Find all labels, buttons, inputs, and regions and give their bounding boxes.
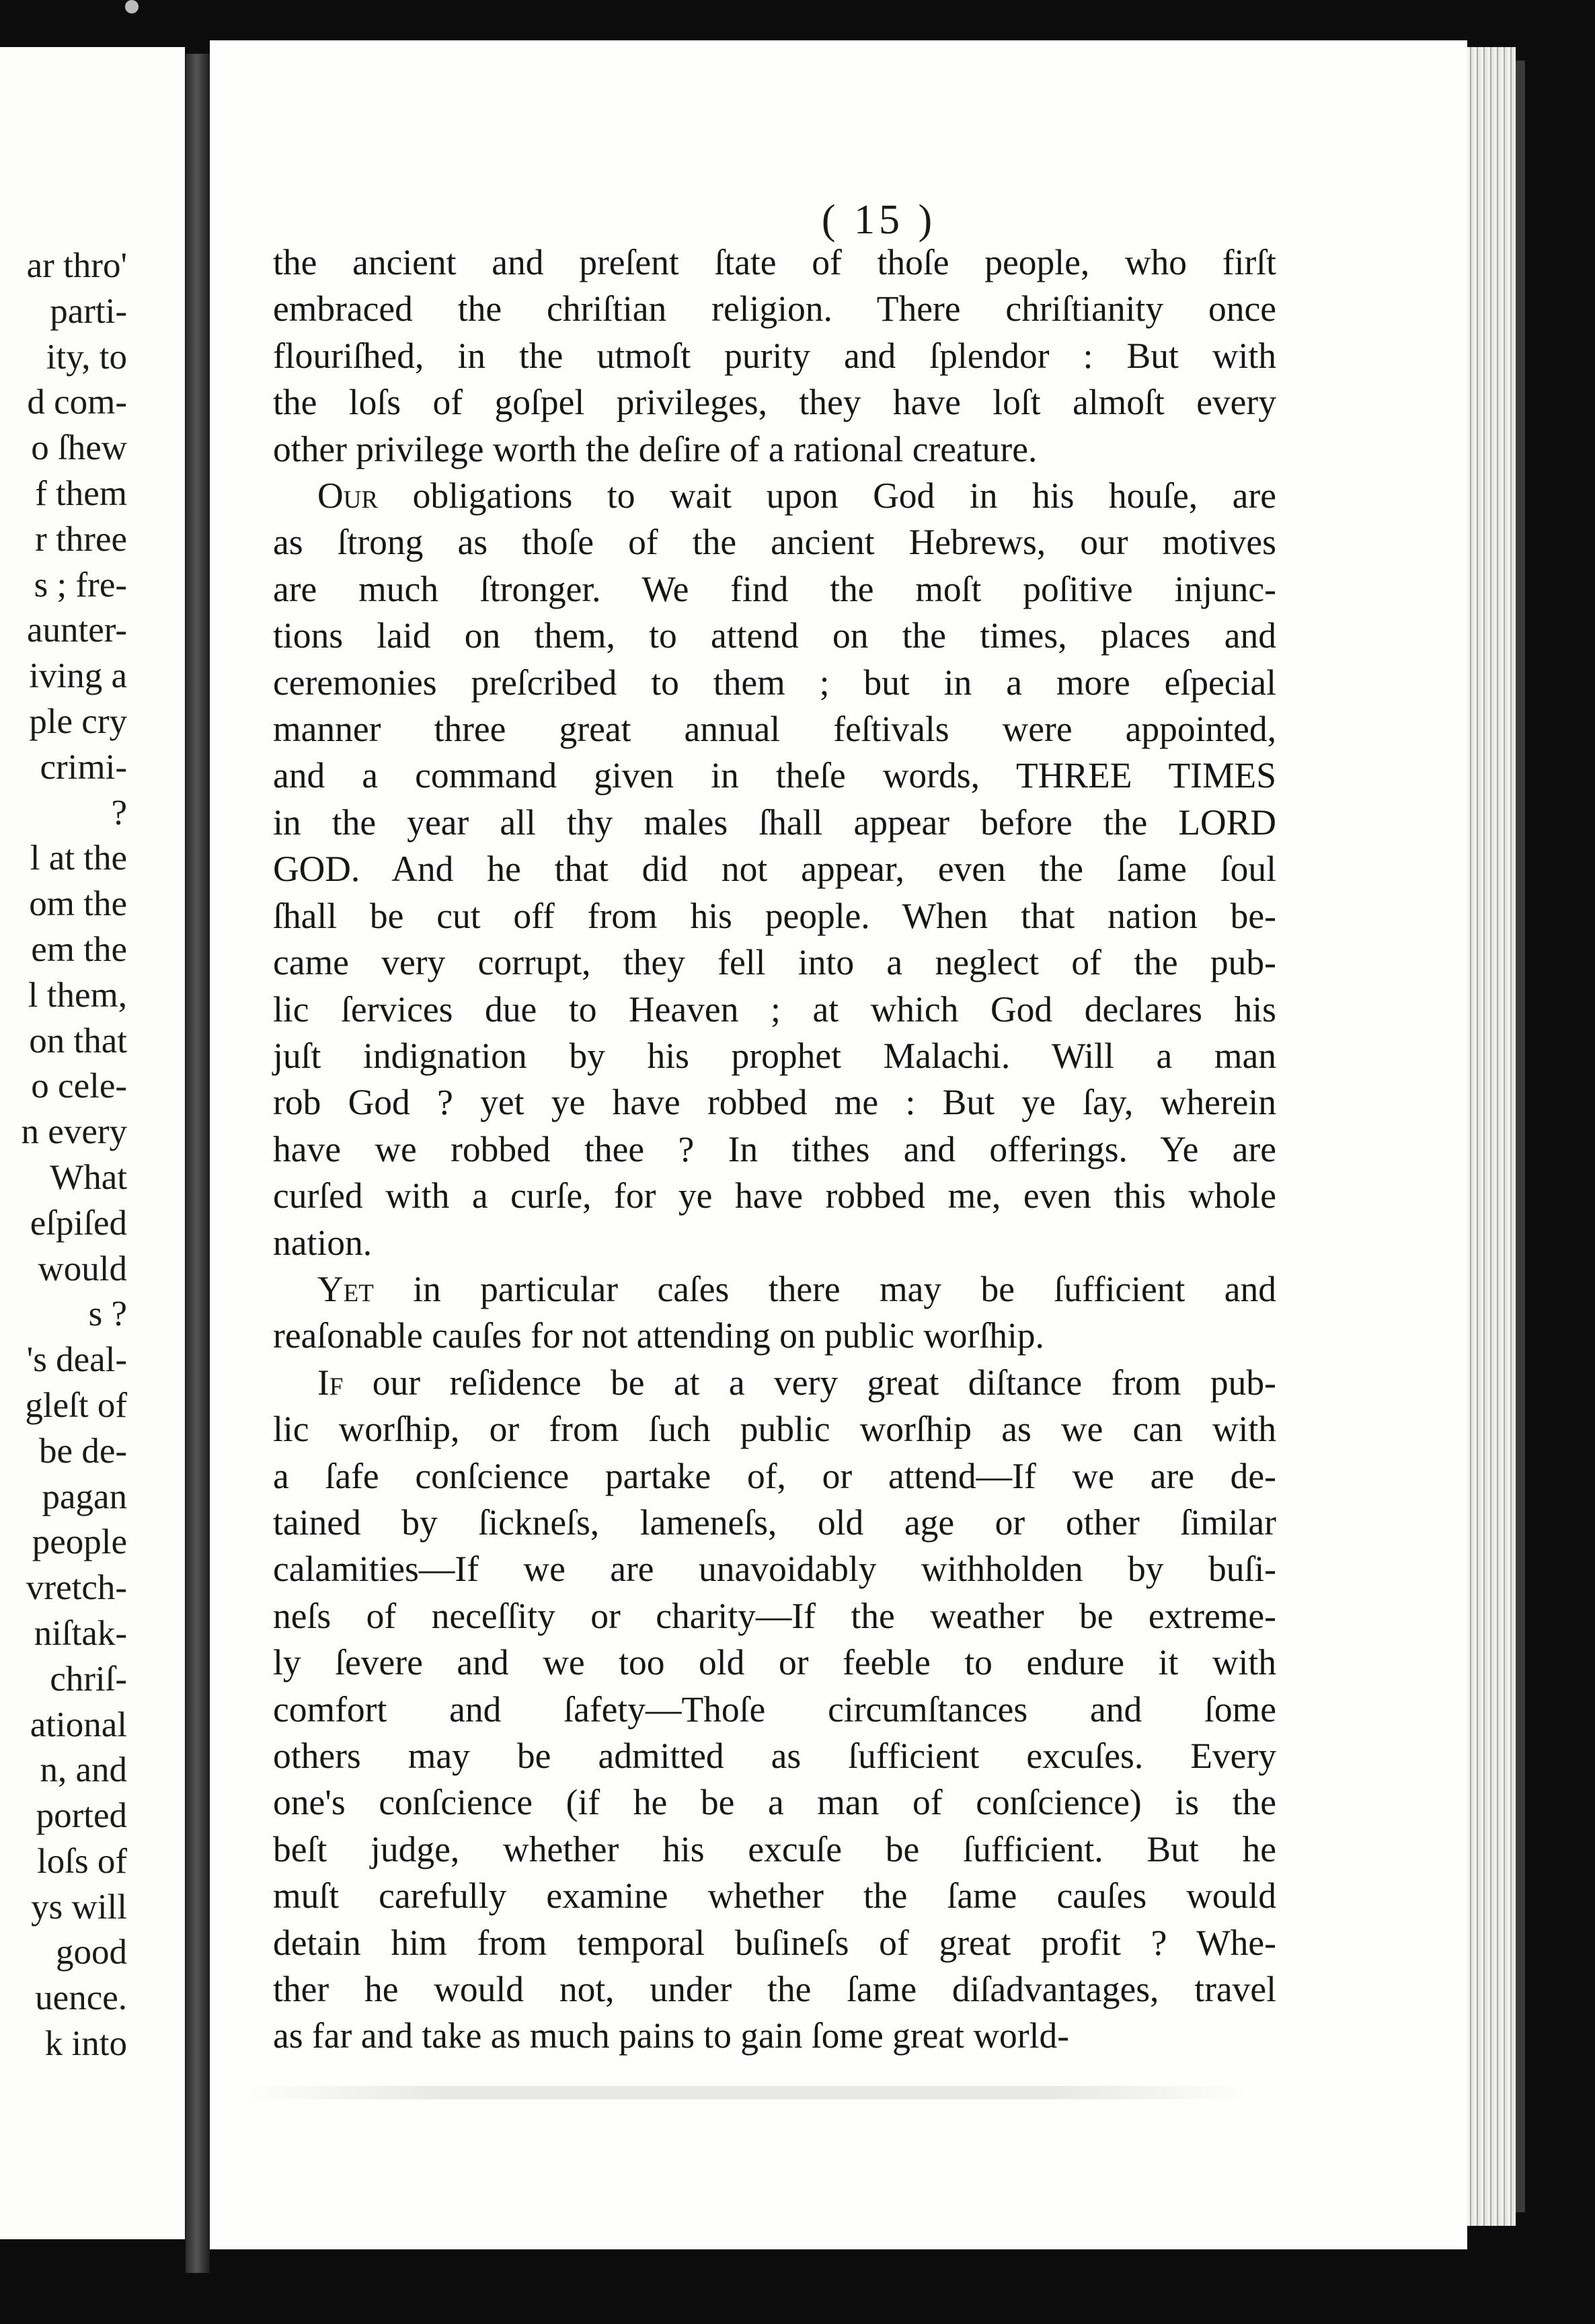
text-line: our reſidence be at a very great diſtance from pub-: [343, 1362, 1276, 1403]
text-line: detain him from temporal buſineſs of great profit ? Whe-: [273, 1922, 1276, 1963]
fragment-line: o ſhew: [31, 428, 127, 468]
fragment-line: pagan: [42, 1477, 127, 1516]
text-line: in the year all thy males ſhall appear before the LORD: [273, 802, 1276, 843]
fragment-line: on that: [29, 1021, 127, 1060]
text-line: and a command given in theſe words, THREE TIMES: [273, 755, 1276, 796]
text-line: juſt indignation by his prophet Malachi. Will a man: [273, 1035, 1276, 1076]
fragment-line: crimi-: [40, 747, 127, 787]
text-line: embraced the chriſtian religion. There chriſtianity once: [273, 288, 1276, 330]
fragment-line: What: [50, 1157, 127, 1197]
fragment-line: ported: [36, 1796, 127, 1836]
text-line: ceremonies preſcribed to them ; but in a more eſpecial: [273, 662, 1276, 703]
fragment-line: loſs of: [37, 1841, 127, 1881]
text-line: ly ſevere and we too old or feeble to endure it with: [273, 1642, 1276, 1683]
text-line: a ſafe conſcience partake of, or attend—If we are de-: [273, 1455, 1276, 1496]
show-through-line: [242, 2086, 1251, 2099]
text-line: ther he would not, under the ſame diſadvantages, travel: [273, 1969, 1276, 2010]
text-line: manner three great annual feſtivals were appointed,: [273, 709, 1276, 750]
page-body-text: [273, 239, 1276, 2060]
text-line: muſt carefully examine whether the ſame cauſes would: [273, 1875, 1276, 1916]
fragment-line: l them,: [28, 975, 127, 1015]
fragment-line: om the: [29, 884, 127, 924]
fragment-line: o cele-: [31, 1067, 127, 1106]
fragment-line: ?: [111, 793, 127, 832]
text-line: neſs of neceſſity or charity—If the weather be extreme-: [273, 1595, 1276, 1636]
fragment-line: ys will: [31, 1887, 127, 1927]
fragment-line: ity, to: [46, 337, 127, 377]
text-line: other privilege worth the deſire of a rational creature.: [273, 428, 1038, 469]
text-line: in particular caſes there may be ſufficient and: [373, 1268, 1276, 1309]
text-line: have we robbed thee ? In tithes and offerings. Ye are: [273, 1128, 1276, 1169]
fragment-line: l at the: [30, 839, 127, 878]
text-line: as far and take as much pains to gain ſome great world-: [273, 2015, 1070, 2056]
page-edges: [1467, 47, 1516, 2226]
fragment-line: niſtak-: [34, 1613, 127, 1653]
fragment-line: vretch-: [26, 1568, 127, 1608]
text-line: obligations to wait upon God in his houſe, are: [378, 475, 1276, 516]
fragment-line: good: [56, 1933, 127, 1972]
book-gutter: [186, 54, 210, 2273]
fragment-line: s ; fre-: [34, 565, 127, 605]
text-line: the loſs of goſpel privileges, they have loſt almoſt every: [273, 382, 1276, 423]
text-line: comfort and ſafety—Thoſe circumſtances and ſome: [273, 1689, 1276, 1730]
text-line: are much ſtronger. We find the moſt poſitive injunc-: [273, 568, 1276, 609]
book-page: [210, 40, 1467, 2249]
previous-page-text: [0, 243, 127, 2067]
fragment-line: ple cry: [29, 701, 127, 741]
text-line: as ſtrong as thoſe of the ancient Hebrews, our motives: [273, 522, 1276, 563]
fragment-line: parti-: [50, 291, 127, 331]
previous-page-fragment: [0, 47, 185, 2239]
paragraph: [273, 1266, 1276, 1360]
text-line: the ancient and preſent ſtate of thoſe people, who firſt: [273, 242, 1276, 282]
paragraph-lead-word: Yet: [317, 1268, 374, 1309]
fragment-line: people: [32, 1522, 127, 1562]
fragment-line: eſpiſed: [30, 1203, 127, 1243]
edge-shadow: [1516, 61, 1525, 2212]
fragment-line: would: [38, 1249, 127, 1288]
fragment-line: k into: [44, 2024, 127, 2064]
text-line: nation.: [273, 1222, 373, 1263]
fragment-line: gleſt of: [25, 1385, 127, 1425]
text-line: reaſonable cauſes for not attending on public worſhip.: [273, 1315, 1044, 1356]
text-line: others may be admitted as ſufficient excuſes. Every: [273, 1736, 1276, 1776]
paragraph-lead-word: If: [317, 1362, 344, 1403]
fragment-line: n every: [21, 1112, 127, 1152]
text-line: came very corrupt, they fell into a neglect of the pub-: [273, 942, 1276, 983]
fragment-line: f them: [35, 473, 127, 513]
text-line: lic ſervices due to Heaven ; at which God declares his: [273, 989, 1276, 1030]
fragment-line: iving a: [29, 656, 127, 696]
page-number: ( 15 ): [821, 197, 937, 243]
fragment-line: uence.: [35, 1978, 127, 2018]
fragment-line: aunter-: [26, 611, 127, 650]
fragment-line: d com-: [27, 383, 127, 422]
text-line: calamities—If we are unavoidably withholden by buſi-: [273, 1549, 1276, 1590]
fragment-line: n, and: [40, 1750, 127, 1790]
paragraph: [273, 473, 1276, 1266]
fragment-line: 's deal-: [26, 1340, 127, 1380]
text-line: rob God ? yet ye have robbed me : But ye ſay, wherein: [273, 1082, 1276, 1123]
fragment-line: ar thro': [26, 246, 127, 285]
fragment-line: em the: [31, 929, 127, 969]
fragment-line: be de-: [39, 1431, 127, 1471]
text-line: GOD. And he that did not appear, even the ſame ſoul: [273, 849, 1276, 890]
text-line: tained by ſickneſs, lameneſs, old age or other ſimilar: [273, 1502, 1276, 1543]
text-line: curſed with a curſe, for ye have robbed me, even this whole: [273, 1175, 1276, 1216]
text-line: beſt judge, whether his excuſe be ſufficient. But he: [273, 1828, 1276, 1869]
text-line: one's conſcience (if he be a man of conſcience) is the: [273, 1782, 1276, 1823]
paragraph: [273, 1360, 1276, 2060]
paragraph-lead-word: Our: [317, 475, 379, 516]
text-line: ſhall be cut off from his people. When that nation be-: [273, 895, 1276, 936]
text-line: flouriſhed, in the utmoſt purity and ſplendor : But with: [273, 335, 1276, 376]
scan-corner-mark: [125, 0, 139, 13]
text-line: lic worſhip, or from ſuch public worſhip as we can with: [273, 1409, 1276, 1450]
fragment-line: ational: [30, 1705, 127, 1744]
fragment-line: s ?: [88, 1294, 127, 1334]
text-line: tions laid on them, to attend on the times, places and: [273, 615, 1276, 656]
paragraph: [273, 239, 1276, 473]
fragment-line: r three: [35, 519, 127, 559]
fragment-line: chriſ-: [50, 1659, 127, 1699]
